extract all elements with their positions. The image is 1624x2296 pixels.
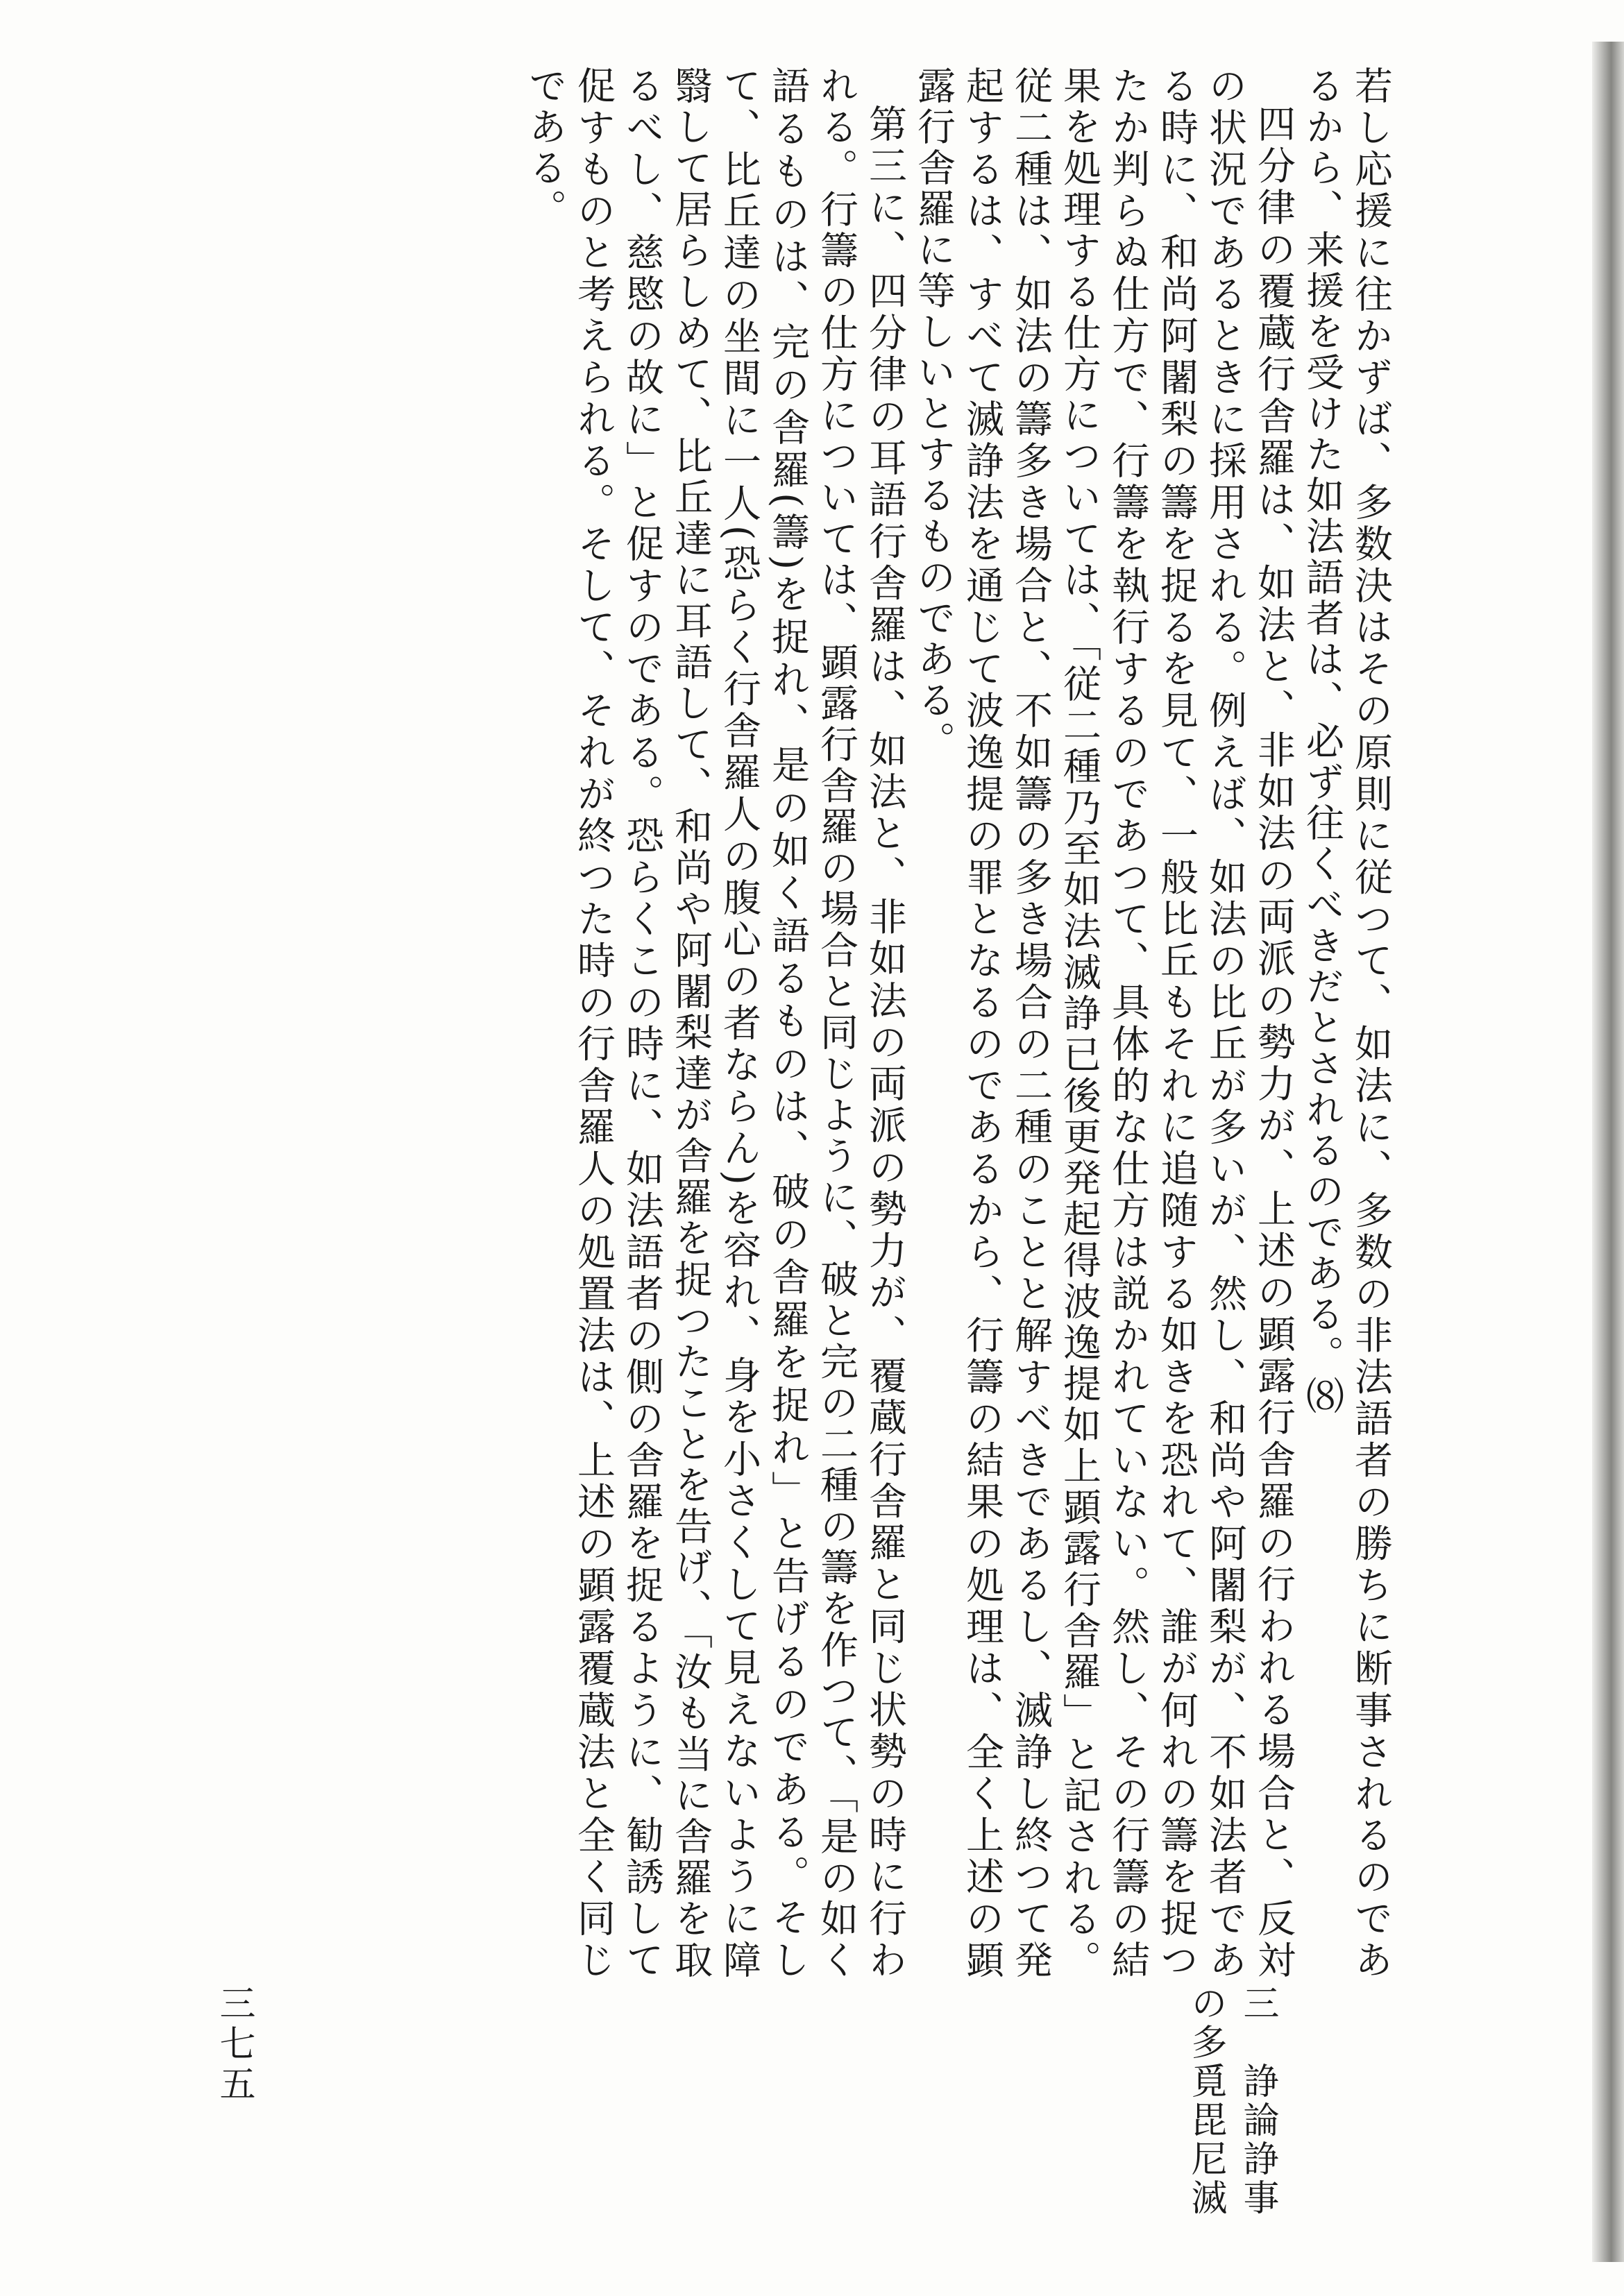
page-number: 三七五 [213,1984,255,2105]
binding-edge [1592,42,1624,2262]
running-header: 三 諍論諍事の多覓毘尼滅 [1185,1984,1278,2218]
paragraph-1: 若し応援に往かずば、多数決はその原則に従つて、如法に、多数の非法語者の勝ちに断事されるのであるから、来援を受けた如法語者は、必ず往くべきだとされるのである。⑻ [1300,66,1393,1981]
body-text [236,66,1395,1981]
paragraph-3: 第三に、四分律の耳語行舎羅は、如法と、非如法の両派の勢力が、覆蔵行舎羅と同じ状勢の時に行われる。行籌の仕方については、顕露行舎羅の場合と同じように、破と完の二種の籌を作つて、「是の如く語るものは、完の舎羅(籌)を捉れ、是の如く語るものは、破の舎羅を捉れ」と告げるのである。そして、比丘達の坐間に一人(恐らく行舎羅人の腹心の者ならん)を容れ、身を小さくして見えないように障翳して居らしめて、比丘達に耳語して、和尚や阿闍梨達が舎羅を捉つたことを告げ、「汝も当に舎羅を取るべし、慈愍の故に」と促すのである。恐らくこの時に、如法語者の側の舎羅を捉るように、勧誘して促すものと考えられる。そして、それが終つた時の行舎羅人の処置法は、上述の顕露覆蔵法と全く同じである。 [523,66,907,1981]
paragraph-2: 四分律の覆蔵行舎羅は、如法と、非如法の両派の勢力が、上述の顕露行舎羅の行われる場合と、反対の状況であるときに採用される。例えば、如法の比丘が多いが、然し、和尚や阿闍梨が、不如法者である時に、和尚阿闍梨の籌を捉るを見て、一般比丘もそれに追随する如きを恐れて、誰が何れの籌を捉つたか判らぬ仕方で、行籌を執行するのであつて、具体的な仕方は説かれていない。然し、その行籌の結果を処理する仕方については、「従二種乃至如法滅諍已後更発起得波逸提如上顕露行舎羅」と記される。従二種は、如法の籌多き場合と、不如籌の多き場合の二種のことと解すべきであるし、滅諍し終つて発起するは、すべて滅諍法を通じて波逸提の罪となるのであるから、行籌の結果の処理は、全く上述の顕露行舎羅に等しいとするものである。 [911,66,1296,1981]
